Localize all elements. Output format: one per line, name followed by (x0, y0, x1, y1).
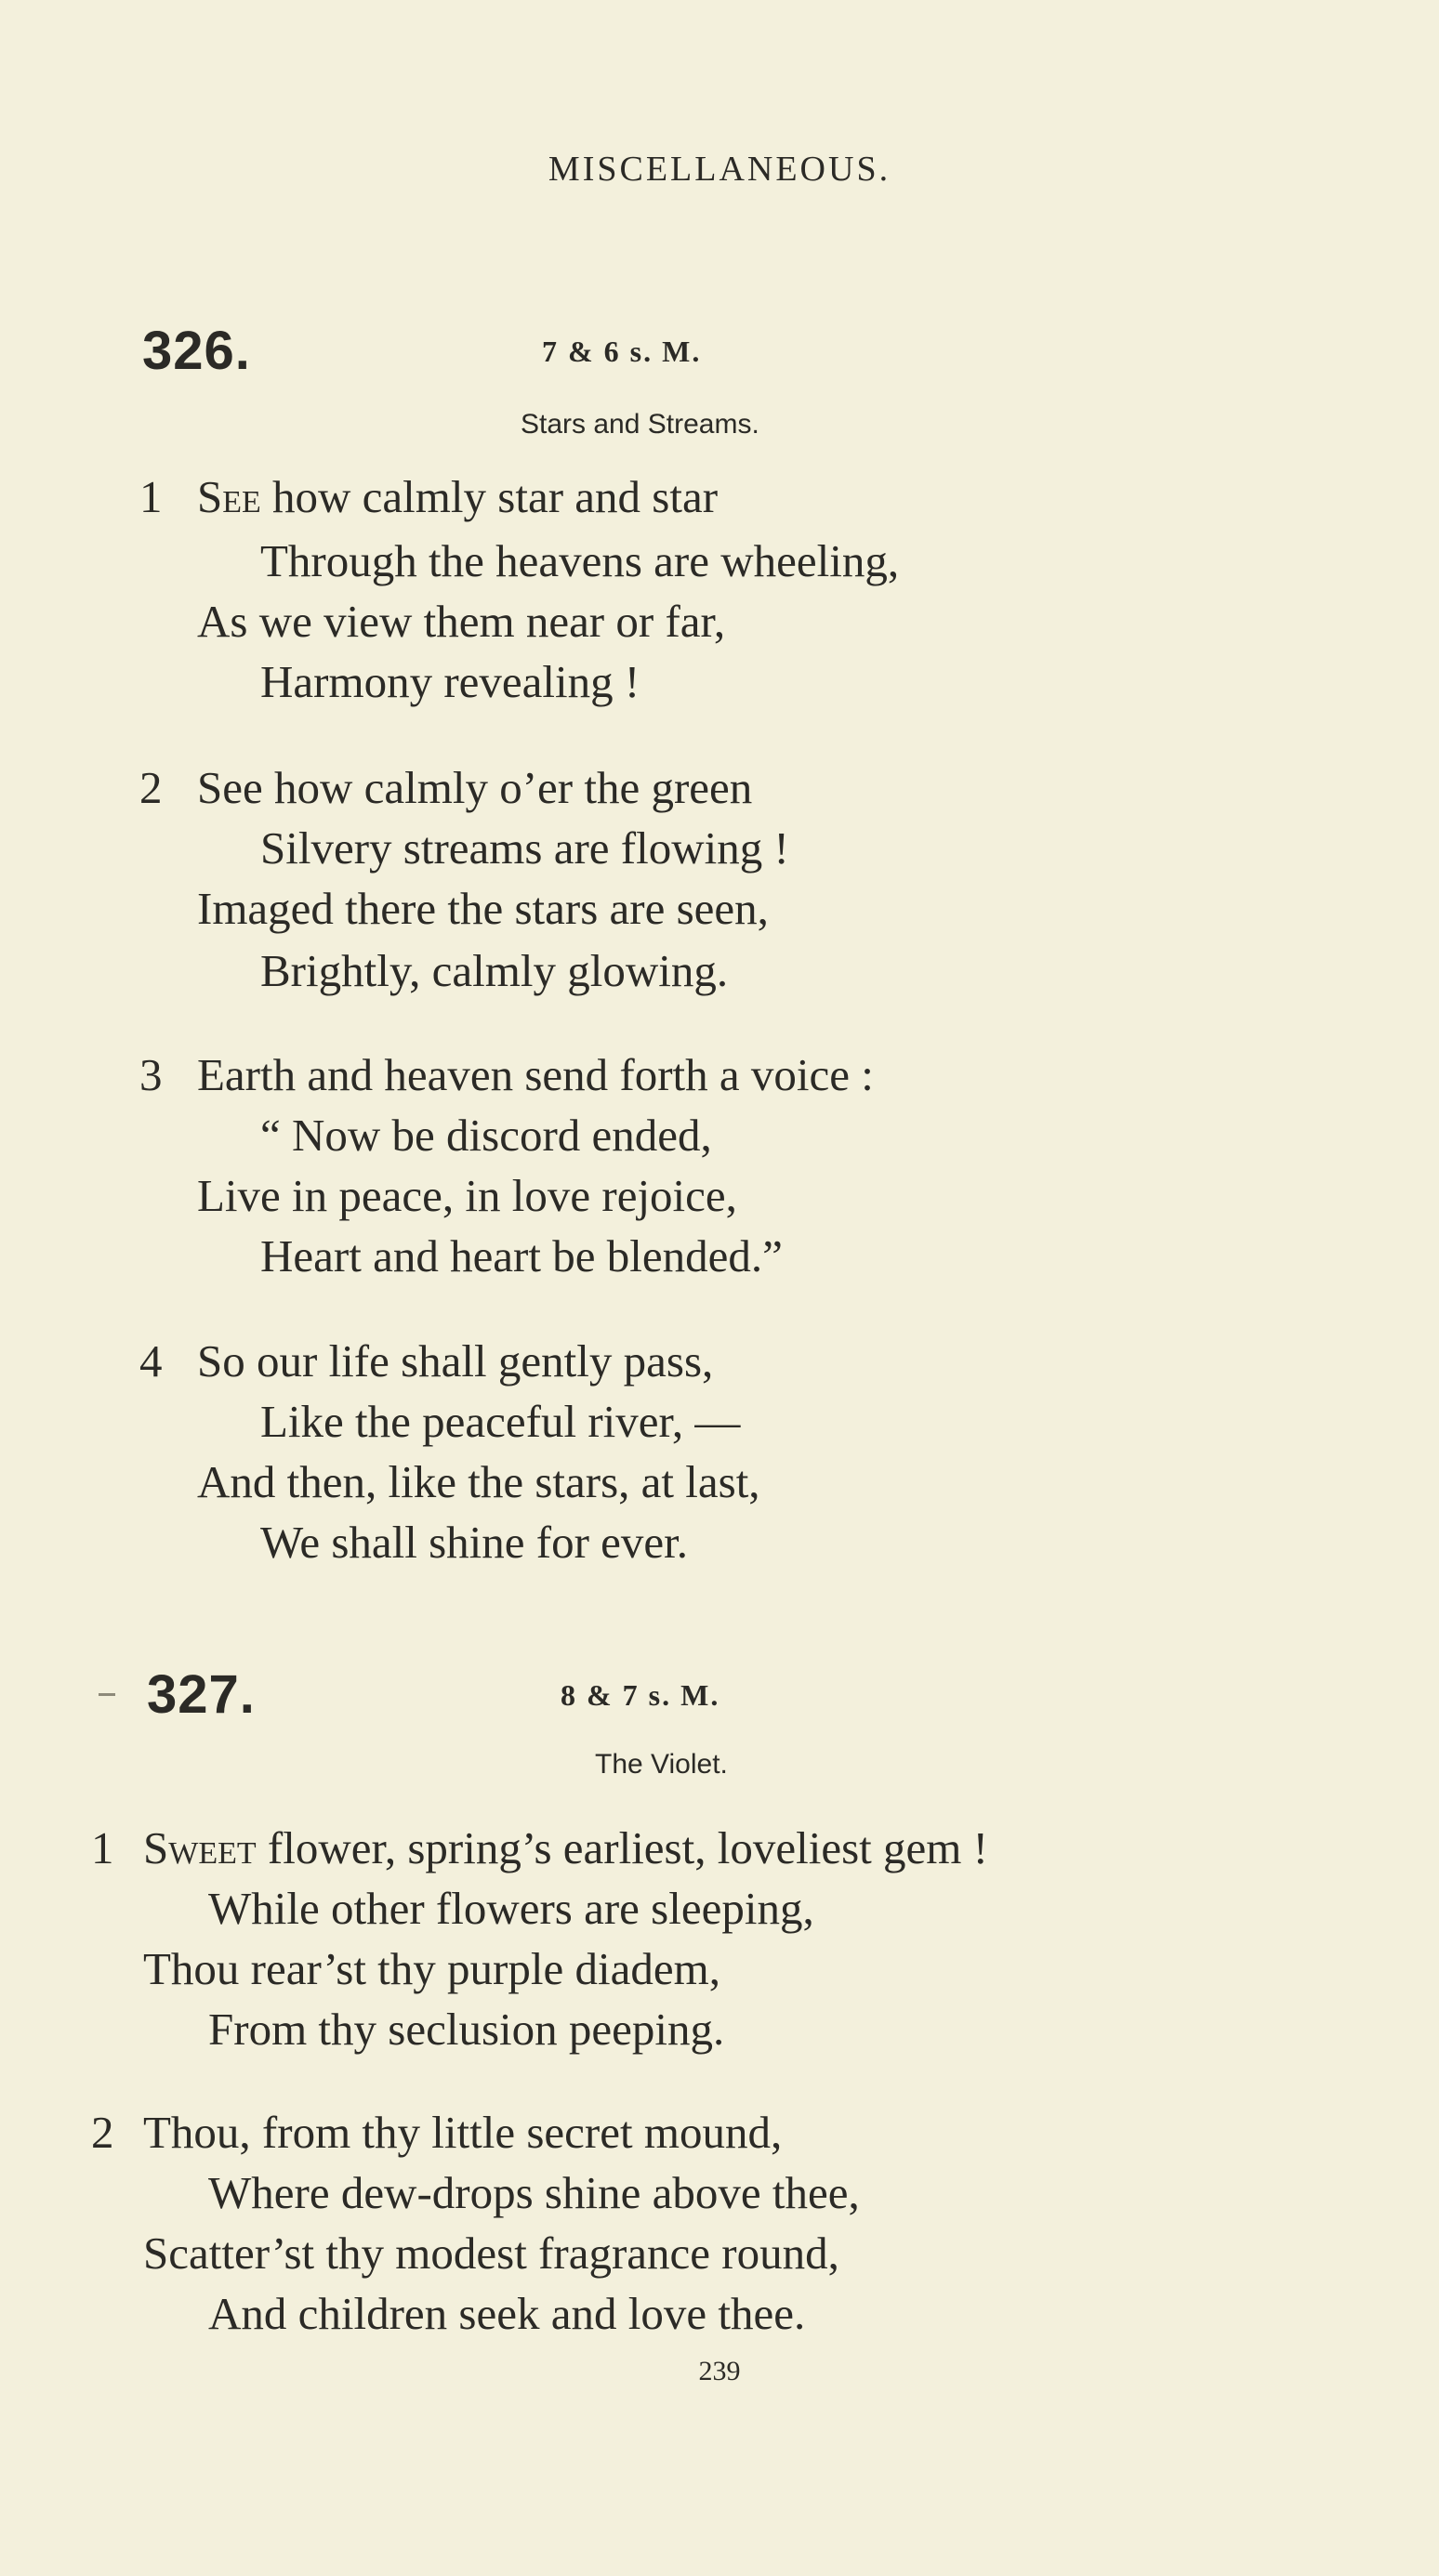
print-mark (99, 1693, 115, 1696)
first-word: See (197, 471, 261, 522)
verse-line: Like the peaceful river, — (260, 1396, 741, 1447)
verse-line: While other flowers are sleeping, (208, 1883, 814, 1934)
hymn-title: The Violet. (595, 1749, 728, 1780)
verse-line: Silvery streams are flowing ! (260, 822, 789, 874)
verse-line: Brightly, calmly glowing. (260, 945, 729, 996)
first-word: Sweet (143, 1822, 257, 1873)
verse-line: Heart and heart be blended.” (260, 1230, 783, 1281)
hymn-number: 327. (147, 1664, 256, 1725)
stanza-number: 1 (91, 1822, 114, 1873)
verse-line: And children seek and love thee. (208, 2288, 806, 2339)
verse-line: Scatter’st thy modest fragrance round, (143, 2228, 839, 2279)
stanza-number: 2 (139, 762, 163, 813)
verse-line: Through the heavens are wheeling, (260, 535, 900, 586)
verse-line: 2 See how calmly o’er the green (139, 762, 753, 813)
hymn-meter: 7 & 6 s. M. (542, 335, 702, 368)
verse-line: We shall shine for ever. (260, 1517, 689, 1568)
stanza-number: 1 (139, 471, 163, 522)
verse-line: Live in peace, in love rejoice, (197, 1170, 737, 1221)
verse-line: Harmony revealing ! (260, 656, 640, 707)
verse-line: Imaged there the stars are seen, (197, 883, 769, 934)
page-number: 239 (698, 2356, 741, 2386)
verse-line: 3 Earth and heaven send forth a voice : (139, 1049, 874, 1100)
verse-line: 2 Thou, from thy little secret mound, (91, 2107, 783, 2158)
verse-line: 1 Sweet flower, spring’s earliest, loveliest gem ! (91, 1822, 988, 1873)
verse-line: And then, like the stars, at last, (197, 1456, 760, 1507)
verse-line: Where dew-drops shine above thee, (208, 2167, 860, 2218)
verse-line: “ Now be discord ended, (260, 1110, 712, 1161)
hymn-number: 326. (142, 321, 251, 381)
verse-line: 4 So our life shall gently pass, (139, 1335, 714, 1387)
hymn-title: Stars and Streams. (521, 409, 759, 440)
verse-line: Thou rear’st thy purple diadem, (143, 1943, 720, 1994)
verse-line: As we view them near or far, (197, 596, 726, 647)
stanza-number: 3 (139, 1049, 163, 1100)
stanza-number: 2 (91, 2107, 114, 2158)
verse-line: From thy seclusion peeping. (208, 2004, 725, 2055)
verse-line: 1 See how calmly star and star (139, 471, 719, 522)
stanza-number: 4 (139, 1335, 163, 1387)
running-head: MISCELLANEOUS. (548, 150, 891, 189)
hymn-meter: 8 & 7 s. M. (561, 1678, 720, 1712)
